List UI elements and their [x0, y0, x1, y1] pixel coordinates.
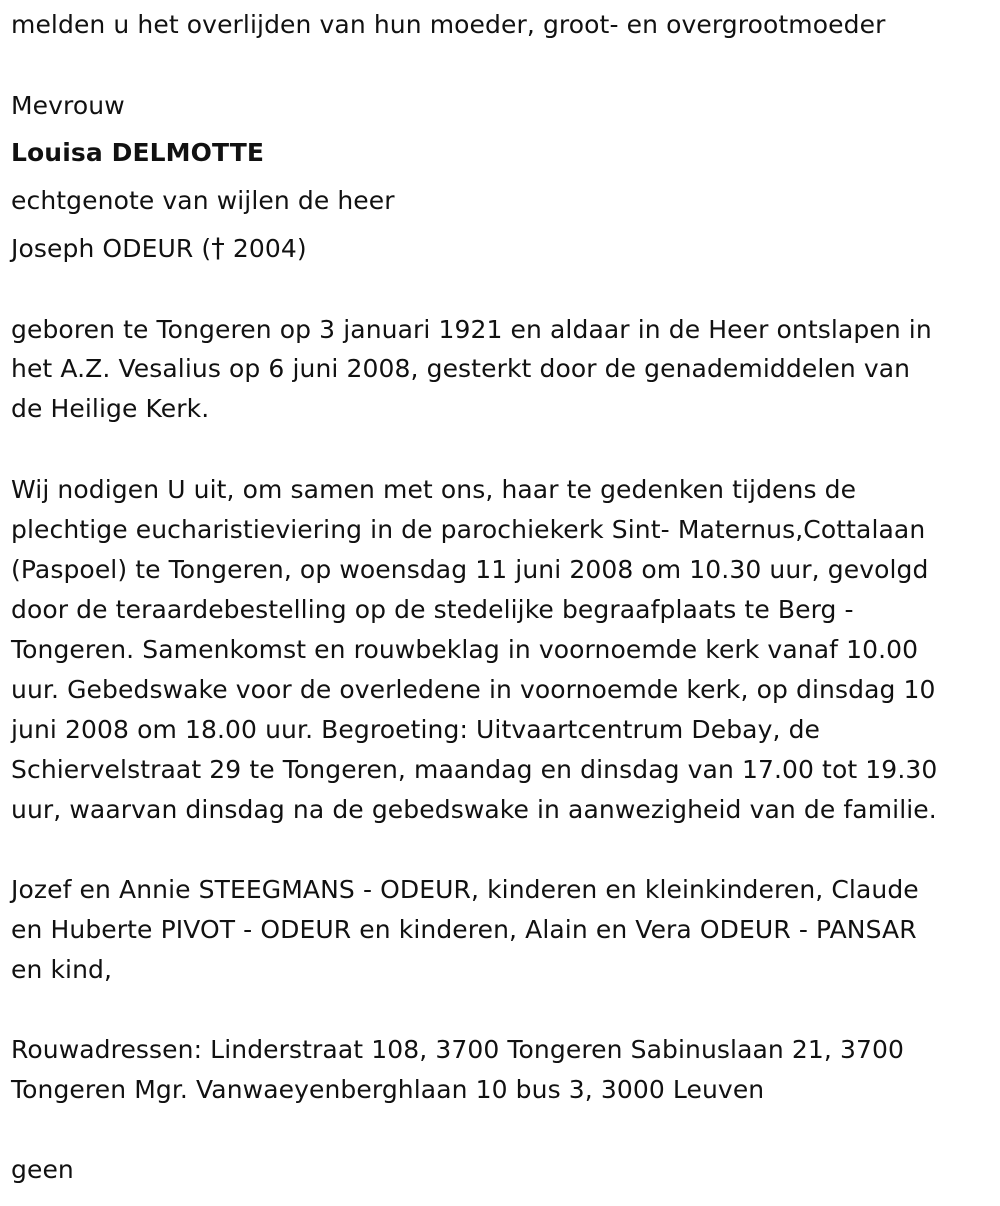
- paragraph-line: het A.Z. Vesalius op 6 juni 2008, gesterkt door de genademiddelen van: [11, 354, 911, 383]
- intro-text: melden u het overlijden van hun moeder, groot- en overgrootmoeder: [11, 10, 886, 39]
- paragraph-line: en Huberte PIVOT - ODEUR en kinderen, Alain en Vera ODEUR - PANSAR: [11, 915, 917, 944]
- cross-icon: †: [211, 233, 225, 264]
- paragraph-line: Wij nodigen U uit, om samen met ons, haar te gedenken tijdens de: [11, 475, 857, 504]
- paragraph-line: uur, waarvan dinsdag na de gebedswake in aanwezigheid van de familie.: [11, 795, 937, 824]
- paragraph-line: Jozef en Annie STEEGMANS - ODEUR, kinderen en kleinkinderen, Claude: [11, 875, 919, 904]
- paragraph-line: Rouwadressen: Linderstraat 108, 3700 Tongeren Sabinuslaan 21, 3700: [11, 1035, 905, 1064]
- spouse-death-year: 2004): [224, 234, 307, 263]
- paragraph-line: en kind,: [11, 955, 113, 984]
- paragraph-line: uur. Gebedswake voor de overledene in voornoemde kerk, op dinsdag 10: [11, 675, 936, 704]
- paragraph-line: Schiervelstraat 29 te Tongeren, maandag en dinsdag van 17.00 tot 19.30: [11, 755, 938, 784]
- paragraph-line: de Heilige Kerk.: [11, 394, 210, 423]
- spouse-name: Joseph ODEUR (: [11, 234, 212, 263]
- spouse-line: [11, 229, 307, 269]
- paragraph-line: juni 2008 om 18.00 uur. Begroeting: Uitvaartcentrum Debay, de: [11, 715, 821, 744]
- paragraph-line: geboren te Tongeren op 3 januari 1921 en aldaar in de Heer ontslapen in: [11, 315, 932, 344]
- paragraph-line: Tongeren Mgr. Vanwaeyenberghlaan 10 bus 3, 3000 Leuven: [11, 1075, 765, 1104]
- paragraph-line: (Paspoel) te Tongeren, op woensdag 11 juni 2008 om 10.30 uur, gevolgd: [11, 555, 929, 584]
- paragraph-line: door de teraardebestelling op de stedelijke begraafplaats te Berg -: [11, 595, 854, 624]
- paragraph-line: Tongeren. Samenkomst en rouwbeklag in voornoemde kerk vanaf 10.00: [11, 635, 919, 664]
- salutation: Mevrouw: [11, 91, 125, 120]
- deceased-name: Louisa DELMOTTE: [11, 138, 265, 167]
- relation-text: echtgenote van wijlen de heer: [11, 186, 395, 215]
- paragraph-line: plechtige eucharistieviering in de parochiekerk Sint- Maternus,Cottalaan: [11, 515, 926, 544]
- closing-text: geen: [11, 1155, 74, 1184]
